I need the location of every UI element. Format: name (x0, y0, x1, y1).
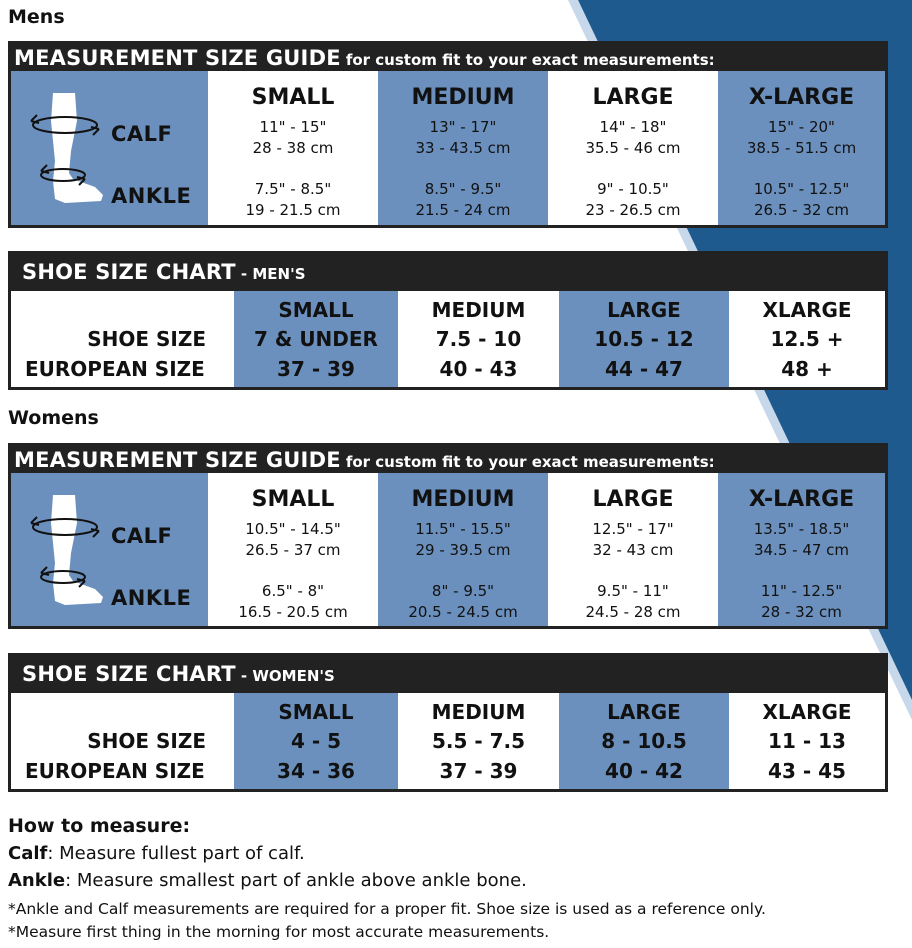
european-size-value: 43 - 45 (768, 759, 846, 783)
shoe-size-name: SMALL (278, 700, 354, 724)
european-size-value: 37 - 39 (439, 759, 518, 783)
shoe-size-label: SHOE SIZE (87, 327, 206, 351)
calf-measurement (548, 117, 718, 159)
calf-inches: 14" - 18" (599, 118, 667, 136)
ankle-cm: 28 - 32 cm (761, 603, 842, 621)
calf-label: CALF (111, 122, 173, 146)
womens-guide-grid (11, 473, 885, 626)
womens-size-column (718, 473, 885, 626)
mens-shoe-size-chart (8, 251, 888, 390)
shoe-size-name: XLARGE (762, 700, 852, 724)
calf-measurement (718, 117, 885, 159)
mens-size-column (548, 71, 718, 225)
size-name: SMALL (251, 487, 335, 512)
calf-inches: 10.5" - 14.5" (245, 520, 341, 538)
ankle-cm: 16.5 - 20.5 cm (238, 603, 348, 621)
howto-calf (8, 843, 305, 864)
mens-size-column (208, 71, 378, 225)
shoe-size-column (729, 693, 885, 789)
ankle-inches: 9.5" - 11" (597, 582, 669, 600)
ankle-measurement (208, 581, 378, 623)
mens-guide-title-main: MEASUREMENT SIZE GUIDE (14, 46, 341, 70)
womens-measurement-guide (8, 443, 888, 629)
ankle-measurement (548, 581, 718, 623)
european-size-label: EUROPEAN SIZE (25, 357, 205, 381)
calf-cm: 38.5 - 51.5 cm (746, 139, 857, 157)
ankle-text: : Measure smallest part of ankle above ankle bone. (65, 870, 527, 891)
european-size-label: EUROPEAN SIZE (25, 759, 205, 783)
shoe-size-column (559, 693, 729, 789)
ankle-measurement (718, 179, 885, 221)
womens-size-column (548, 473, 718, 626)
shoe-size-column (729, 291, 885, 387)
calf-text: : Measure fullest part of calf. (47, 843, 305, 864)
mens-measurement-guide (8, 41, 888, 228)
shoe-size-column (234, 291, 398, 387)
womens-guide-label-column (11, 473, 208, 626)
size-name: MEDIUM (411, 487, 515, 512)
shoe-size-column (398, 693, 559, 789)
ankle-cm: 21.5 - 24 cm (415, 201, 511, 219)
womens-shoe-size-chart (8, 653, 888, 792)
calf-measurement (718, 519, 885, 561)
ankle-measurement (378, 581, 548, 623)
ankle-inches: 9" - 10.5" (597, 180, 669, 198)
calf-cm: 26.5 - 37 cm (245, 541, 341, 559)
mens-shoe-title (22, 260, 306, 284)
calf-inches: 11" - 15" (259, 118, 327, 136)
mens-guide-label-column (11, 71, 208, 225)
ankle-term: Ankle (8, 870, 66, 891)
mens-shoe-grid (11, 291, 885, 387)
womens-shoe-title (22, 662, 335, 686)
european-size-value: 34 - 36 (277, 759, 355, 783)
mens-guide-title-sub: for custom fit to your exact measurements: (345, 51, 715, 69)
ankle-cm: 20.5 - 24.5 cm (408, 603, 518, 621)
shoe-size-name: MEDIUM (431, 700, 526, 724)
shoe-size-name: LARGE (607, 298, 681, 322)
calf-cm: 29 - 39.5 cm (415, 541, 511, 559)
size-name: X-LARGE (748, 85, 855, 110)
shoe-size-value: 7 & UNDER (254, 327, 378, 351)
european-size-value: 48 + (781, 357, 833, 381)
howto-title: How to measure: (8, 815, 191, 837)
womens-shoe-grid (11, 693, 885, 789)
ankle-cm: 23 - 26.5 cm (585, 201, 681, 219)
shoe-size-name: XLARGE (762, 298, 852, 322)
calf-measurement (378, 117, 548, 159)
calf-measurement (208, 519, 378, 561)
calf-inches: 11.5" - 15.5" (415, 520, 511, 538)
shoe-label-column (11, 693, 234, 789)
size-name: MEDIUM (411, 85, 515, 110)
ankle-inches: 10.5" - 12.5" (753, 180, 850, 198)
womens-heading: Womens (8, 407, 99, 429)
shoe-size-column (234, 693, 398, 789)
european-size-value: 40 - 42 (605, 759, 683, 783)
womens-size-column (378, 473, 548, 626)
calf-term: Calf (8, 843, 48, 864)
calf-measurement (378, 519, 548, 561)
european-size-value: 40 - 43 (439, 357, 518, 381)
shoe-size-label: SHOE SIZE (87, 729, 206, 753)
womens-guide-title-sub: for custom fit to your exact measurements: (345, 453, 715, 471)
calf-label: CALF (111, 524, 173, 548)
mens-shoe-title-main: SHOE SIZE CHART (22, 260, 236, 284)
shoe-size-name: MEDIUM (431, 298, 526, 322)
shoe-size-name: LARGE (607, 700, 681, 724)
ankle-inches: 8.5" - 9.5" (424, 180, 502, 198)
shoe-size-column (559, 291, 729, 387)
leg-measure-icon (25, 493, 105, 613)
shoe-size-value: 7.5 - 10 (435, 327, 522, 351)
calf-cm: 28 - 38 cm (252, 139, 334, 157)
ankle-measurement (208, 179, 378, 221)
calf-inches: 12.5" - 17" (592, 520, 674, 538)
calf-measurement (548, 519, 718, 561)
ankle-inches: 8" - 9.5" (431, 582, 495, 600)
ankle-measurement (378, 179, 548, 221)
size-name: LARGE (592, 85, 674, 110)
calf-cm: 35.5 - 46 cm (585, 139, 681, 157)
howto-ankle (8, 870, 527, 891)
mens-size-column (378, 71, 548, 225)
shoe-size-column (398, 291, 559, 387)
womens-guide-title (14, 448, 715, 472)
womens-size-column (208, 473, 378, 626)
shoe-size-value: 5.5 - 7.5 (431, 729, 526, 753)
calf-measurement (208, 117, 378, 159)
shoe-size-value: 12.5 + (770, 327, 844, 351)
ankle-inches: 11" - 12.5" (760, 582, 843, 600)
size-name: X-LARGE (748, 487, 855, 512)
ankle-label: ANKLE (111, 586, 192, 610)
mens-guide-grid (11, 71, 885, 225)
ankle-inches: 7.5" - 8.5" (254, 180, 332, 198)
calf-inches: 13" - 17" (429, 118, 497, 136)
mens-heading: Mens (8, 6, 65, 28)
womens-shoe-title-sub: - WOMEN'S (240, 667, 335, 685)
ankle-measurement (718, 581, 885, 623)
shoe-label-column (11, 291, 234, 387)
shoe-size-value: 11 - 13 (768, 729, 846, 753)
mens-guide-title (14, 46, 715, 70)
womens-guide-title-main: MEASUREMENT SIZE GUIDE (14, 448, 341, 472)
size-name: SMALL (251, 85, 335, 110)
ankle-cm: 19 - 21.5 cm (245, 201, 341, 219)
ankle-cm: 24.5 - 28 cm (585, 603, 681, 621)
mens-size-column (718, 71, 885, 225)
leg-measure-icon (25, 91, 105, 211)
note-morning: *Measure first thing in the morning for most accurate measurements. (8, 923, 550, 941)
european-size-value: 37 - 39 (277, 357, 355, 381)
size-name: LARGE (592, 487, 674, 512)
note-reference: *Ankle and Calf measurements are required for a proper fit. Shoe size is used as a reference only. (8, 900, 766, 918)
european-size-value: 44 - 47 (605, 357, 683, 381)
calf-cm: 32 - 43 cm (592, 541, 674, 559)
calf-cm: 34.5 - 47 cm (753, 541, 850, 559)
mens-shoe-title-sub: - MEN'S (240, 265, 306, 283)
ankle-label: ANKLE (111, 184, 192, 208)
shoe-size-value: 4 - 5 (290, 729, 342, 753)
ankle-cm: 26.5 - 32 cm (753, 201, 850, 219)
ankle-inches: 6.5" - 8" (261, 582, 325, 600)
womens-shoe-title-main: SHOE SIZE CHART (22, 662, 236, 686)
calf-inches: 13.5" - 18.5" (753, 520, 850, 538)
calf-cm: 33 - 43.5 cm (415, 139, 511, 157)
shoe-size-value: 8 - 10.5 (601, 729, 687, 753)
shoe-size-value: 10.5 - 12 (594, 327, 694, 351)
calf-inches: 15" - 20" (768, 118, 835, 136)
shoe-size-name: SMALL (278, 298, 354, 322)
ankle-measurement (548, 179, 718, 221)
